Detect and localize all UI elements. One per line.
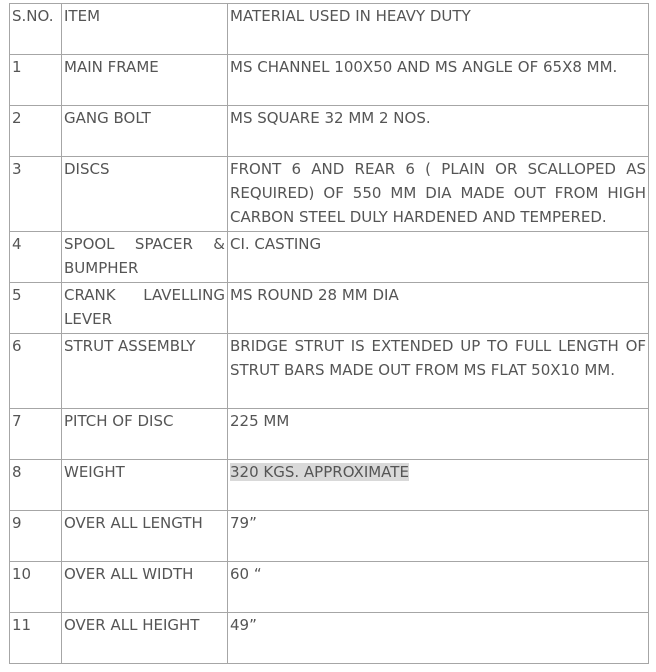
cell-material: MS ROUND 28 MM DIA — [228, 283, 649, 334]
table-row — [10, 55, 649, 106]
header-item: ITEM — [62, 4, 228, 55]
cell-sno: 6 — [10, 334, 62, 409]
cell-sno: 8 — [10, 460, 62, 511]
cell-material — [228, 460, 649, 511]
cell-sno: 7 — [10, 409, 62, 460]
table-row — [10, 106, 649, 157]
cell-item: OVER ALL WIDTH — [62, 562, 228, 613]
cell-sno: 3 — [10, 157, 62, 232]
cell-item: CRANK LAVELLING LEVER — [62, 283, 228, 334]
table-row — [10, 511, 649, 562]
cell-material: 49” — [228, 613, 649, 664]
table-row — [10, 283, 649, 334]
cell-sno: 11 — [10, 613, 62, 664]
cell-material: 60 “ — [228, 562, 649, 613]
cell-material: FRONT 6 AND REAR 6 ( PLAIN OR SCALLOPED AS REQUIRED) OF 550 MM DIA MADE OUT FROM HIGH CARBON STEEL DULY HARDENED AND TEMPERED. — [228, 157, 649, 232]
table-row — [10, 157, 649, 232]
cell-item: PITCH OF DISC — [62, 409, 228, 460]
cell-sno: 10 — [10, 562, 62, 613]
table-row — [10, 460, 649, 511]
table-row — [10, 232, 649, 283]
header-sno: S.NO. — [10, 4, 62, 55]
table-row — [10, 562, 649, 613]
cell-item: SPOOL SPACER & BUMPHER — [62, 232, 228, 283]
cell-item: STRUT ASSEMBLY — [62, 334, 228, 409]
cell-material: CI. CASTING — [228, 232, 649, 283]
cell-item: WEIGHT — [62, 460, 228, 511]
specification-table — [9, 3, 649, 664]
cell-material: MS CHANNEL 100X50 AND MS ANGLE OF 65X8 MM. — [228, 55, 649, 106]
cell-material: BRIDGE STRUT IS EXTENDED UP TO FULL LENGTH OF STRUT BARS MADE OUT FROM MS FLAT 50X10 MM. — [228, 334, 649, 409]
cell-item: OVER ALL HEIGHT — [62, 613, 228, 664]
cell-sno: 5 — [10, 283, 62, 334]
cell-item: OVER ALL LENGTH — [62, 511, 228, 562]
cell-material: MS SQUARE 32 MM 2 NOS. — [228, 106, 649, 157]
table-row — [10, 334, 649, 409]
cell-item: DISCS — [62, 157, 228, 232]
cell-item: GANG BOLT — [62, 106, 228, 157]
cell-item: MAIN FRAME — [62, 55, 228, 106]
cell-material: 79” — [228, 511, 649, 562]
table-row — [10, 613, 649, 664]
cell-sno: 4 — [10, 232, 62, 283]
header-material: MATERIAL USED IN HEAVY DUTY — [228, 4, 649, 55]
highlighted-weight-text: 320 KGS. APPROXIMATE — [230, 463, 409, 481]
cell-sno: 2 — [10, 106, 62, 157]
table-row — [10, 409, 649, 460]
cell-material: 225 MM — [228, 409, 649, 460]
cell-sno: 1 — [10, 55, 62, 106]
cell-sno: 9 — [10, 511, 62, 562]
table-header-row — [10, 4, 649, 55]
